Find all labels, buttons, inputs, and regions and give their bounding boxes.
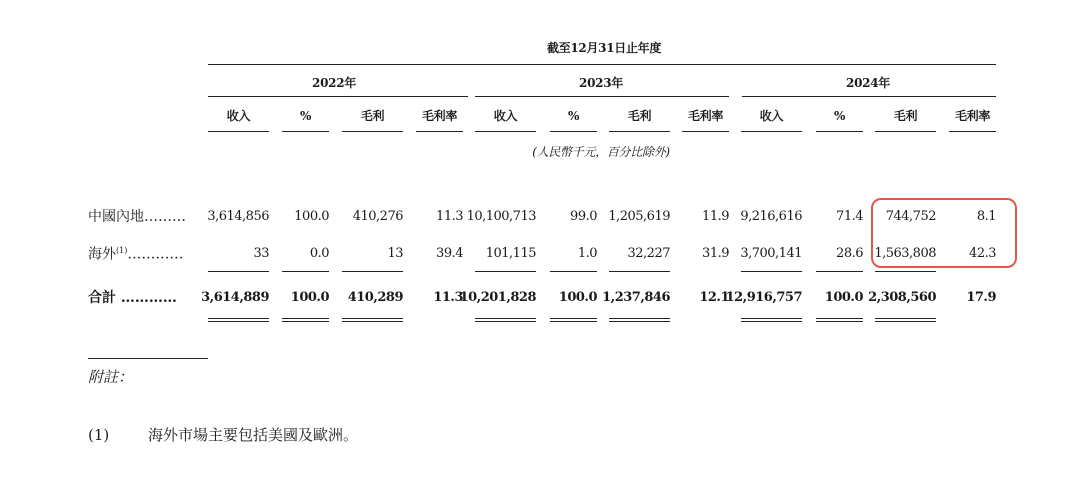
subtotal-rule	[816, 271, 863, 272]
column-header-rule	[208, 131, 269, 132]
table-cell: 100.0	[294, 209, 329, 224]
total-cell: 17.9	[966, 290, 996, 305]
total-cell: 100.0	[558, 290, 597, 305]
table-cell: 0.0	[309, 246, 329, 261]
total-double-rule	[550, 318, 597, 322]
subtotal-rule	[342, 271, 403, 272]
table-cell: 31.9	[702, 246, 729, 261]
year-rule-2023	[475, 96, 729, 97]
column-header: %	[567, 109, 580, 123]
table-cell: 39.4	[436, 246, 463, 261]
total-cell: 410,289	[347, 290, 403, 305]
column-header: 收入	[226, 109, 251, 123]
notes-separator	[88, 358, 208, 359]
total-cell: 10,201,828	[459, 290, 536, 305]
total-cell: 11.3	[433, 290, 463, 305]
year-2023: 2023年	[579, 76, 623, 90]
table-cell: 10,100,713	[466, 209, 536, 224]
total-cell: 1,237,846	[602, 290, 670, 305]
period-rule	[208, 64, 996, 65]
row-label-total: 合計 …………	[88, 290, 177, 306]
total-double-rule	[609, 318, 670, 322]
total-double-rule	[816, 318, 863, 322]
column-header: 收入	[759, 109, 784, 123]
column-header-rule	[416, 131, 463, 132]
total-cell: 12,916,757	[725, 290, 802, 305]
table-cell: 42.3	[969, 246, 996, 261]
total-double-rule	[208, 318, 269, 322]
table-cell: 11.3	[436, 209, 463, 224]
column-header-rule	[475, 131, 536, 132]
column-header-rule	[949, 131, 996, 132]
table-cell: 33	[253, 246, 269, 261]
table-cell: 101,115	[485, 246, 536, 261]
column-header: %	[299, 109, 312, 123]
table-cell: 28.6	[836, 246, 863, 261]
column-header: 毛利	[893, 109, 918, 123]
table-cell: 99.0	[570, 209, 597, 224]
note-text: 海外市場主要包括美國及歐洲。	[148, 426, 359, 444]
column-header: %	[833, 109, 846, 123]
year-2024: 2024年	[846, 76, 890, 90]
highlight-annotation	[871, 198, 1017, 268]
table-cell: 9,216,616	[740, 209, 802, 224]
total-cell: 100.0	[290, 290, 329, 305]
period-header: 截至12月31日止年度	[546, 41, 662, 55]
table-cell: 3,700,141	[740, 246, 802, 261]
row-label-overseas	[88, 247, 183, 262]
subtotal-rule	[741, 271, 802, 272]
total-double-rule	[875, 318, 936, 322]
year-2022: 2022年	[312, 76, 356, 90]
table-cell: 32,227	[627, 246, 670, 261]
table-cell: 13	[387, 246, 403, 261]
column-header-rule	[875, 131, 936, 132]
table-cell: 410,276	[352, 209, 403, 224]
total-double-rule	[741, 318, 802, 322]
table-cell: 71.4	[836, 209, 863, 224]
table-cell: 1,205,619	[608, 209, 670, 224]
column-header: 毛利率	[954, 109, 991, 123]
table-cell: 3,614,856	[207, 209, 269, 224]
total-double-rule	[475, 318, 536, 322]
column-header-rule	[609, 131, 670, 132]
column-header: 毛利	[627, 109, 652, 123]
table-cell: 744,752	[885, 209, 936, 224]
row-label-mainland: 中國內地………	[88, 209, 186, 225]
note-marker: (1)	[88, 426, 110, 444]
total-cell: 2,308,560	[868, 290, 936, 305]
column-header: 收入	[493, 109, 518, 123]
column-header-rule	[816, 131, 863, 132]
column-header-rule	[682, 131, 729, 132]
column-header-rule	[741, 131, 802, 132]
subtotal-rule	[875, 271, 936, 272]
subtotal-rule	[208, 271, 269, 272]
table-cell: 1,563,808	[874, 246, 936, 261]
table-cell: 11.9	[702, 209, 729, 224]
row-label-overseas-text: 海外	[88, 246, 116, 263]
year-rule-2024	[742, 96, 996, 97]
table-cell: 1.0	[577, 246, 597, 261]
subtotal-rule	[282, 271, 329, 272]
table-cell: 8.1	[976, 209, 996, 224]
column-header-rule	[550, 131, 597, 132]
total-cell: 3,614,889	[201, 290, 269, 305]
total-cell: 12.1	[699, 290, 729, 305]
column-header: 毛利率	[687, 109, 724, 123]
subtotal-rule	[550, 271, 597, 272]
total-double-rule	[282, 318, 329, 322]
total-double-rule	[342, 318, 403, 322]
column-header: 毛利率	[421, 109, 458, 123]
column-header: 毛利	[360, 109, 385, 123]
notes-heading: 附註：	[88, 368, 134, 386]
column-header-rule	[342, 131, 403, 132]
footnote-ref-1: (1)	[116, 246, 128, 255]
total-cell: 100.0	[824, 290, 863, 305]
unit-note: (人民幣千元，百分比除外)	[532, 145, 670, 159]
column-header-rule	[282, 131, 329, 132]
year-rule-2022	[208, 96, 468, 97]
subtotal-rule	[475, 271, 536, 272]
subtotal-rule	[609, 271, 670, 272]
row-label-overseas-dots: …………	[127, 246, 184, 263]
